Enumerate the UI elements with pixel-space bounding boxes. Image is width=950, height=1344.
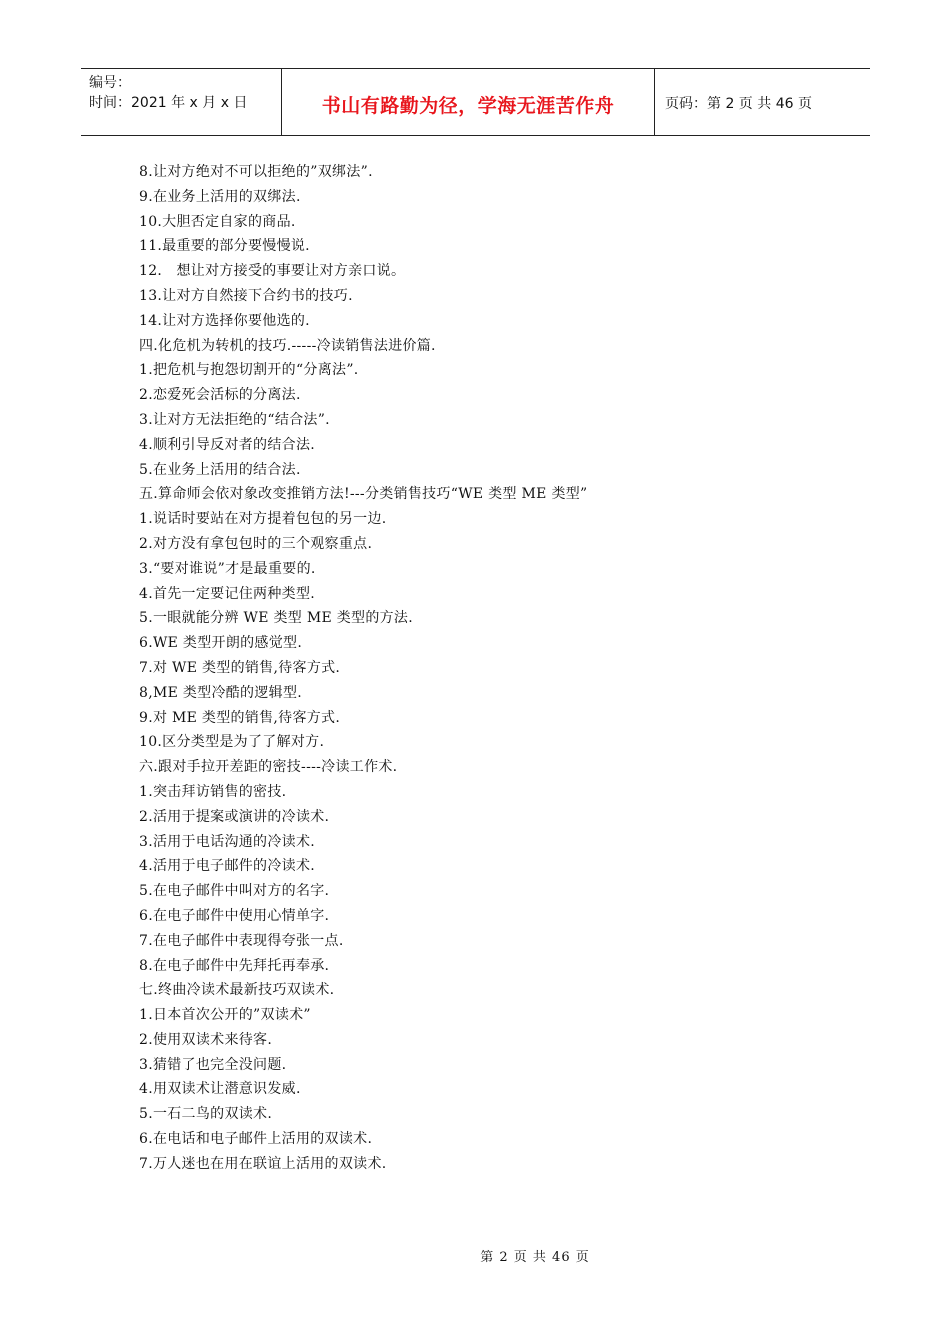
outline-line: 4.活用于电子邮件的冷读术.: [139, 858, 316, 875]
outline-line: 2.恋爱死会活标的分离法.: [139, 387, 301, 404]
outline-line: 8,ME 类型冷酷的逻辑型.: [139, 684, 303, 701]
outline-line: 7.万人迷也在用在联谊上活用的双读术.: [139, 1155, 387, 1172]
motto-text: 书山有路勤为径，学海无涯苦作舟: [321, 94, 615, 117]
outline-line: 9.在业务上活用的双绑法.: [139, 188, 301, 205]
outline-line: 3.活用于电话沟通的冷读术.: [139, 833, 316, 850]
outline-line: 2.活用于提案或演讲的冷读术.: [139, 808, 330, 825]
outline-line: 六.跟对手拉开差距的密技----冷读工作术.: [139, 759, 398, 776]
header-page-cell: [655, 69, 870, 135]
footer-page-number: 第 2 页 共 46 页: [480, 1250, 590, 1265]
outline-line: 3.“要对谁说”才是最重要的.: [139, 560, 316, 577]
outline-line: 10.大胆否定自家的商品.: [139, 213, 296, 230]
outline-line: 5.在业务上活用的结合法.: [139, 461, 301, 478]
outline-line: 11.最重要的部分要慢慢说.: [139, 238, 310, 255]
header-motto-cell: [282, 69, 655, 135]
outline-line: 14.让对方选择你要他选的.: [139, 312, 310, 329]
number-label: 编号：: [89, 75, 131, 91]
outline-line: 1.日本首次公开的”双读术”: [139, 1007, 311, 1024]
outline-line: 6.WE 类型开朗的感觉型.: [139, 635, 303, 652]
outline-line: 七.终曲冷读术最新技巧双读术.: [139, 982, 335, 999]
outline-line: 6.在电子邮件中使用心情单字.: [139, 907, 330, 924]
outline-line: 五.算命师会依对象改变推销方法!---分类销售技巧“WE 类型 ME 类型”: [139, 486, 588, 503]
outline-line: 1.突击拜访销售的密技.: [139, 783, 287, 800]
outline-line: 7.在电子邮件中表现得夸张一点.: [139, 932, 344, 949]
date-label: 时间：2021 年 x 月 x 日: [89, 95, 248, 111]
outline-line: 5.一眼就能分辨 WE 类型 ME 类型的方法.: [139, 610, 413, 627]
outline-line: 10.区分类型是为了了解对方.: [139, 734, 325, 751]
outline-line: 1.把危机与抱怨切割开的“分离法”.: [139, 362, 359, 379]
page-info: 页码：第 2 页 共 46 页: [665, 96, 812, 112]
outline-line: 8.在电子邮件中先拜托再奉承.: [139, 957, 330, 974]
outline-list: [139, 160, 859, 1177]
header-meta-cell: [81, 69, 282, 135]
outline-line: 4.顺利引导反对者的结合法.: [139, 436, 316, 453]
outline-line: 四.化危机为转机的技巧.-----冷读销售法进价篇.: [139, 337, 436, 354]
outline-line: 5.一石二鸟的双读术.: [139, 1106, 273, 1123]
page-footer: [0, 1246, 950, 1265]
outline-line: 2.对方没有拿包包时的三个观察重点.: [139, 535, 373, 552]
outline-line: 6.在电话和电子邮件上活用的双读术.: [139, 1131, 373, 1148]
outline-line: 4.首先一定要记住两种类型.: [139, 585, 316, 602]
outline-line: 4.用双读术让潜意识发威.: [139, 1081, 301, 1098]
outline-line: 5.在电子邮件中叫对方的名字.: [139, 883, 330, 900]
outline-line: 13.让对方自然接下合约书的技巧.: [139, 287, 353, 304]
document-header: [81, 68, 870, 136]
outline-line: 7.对 WE 类型的销售,待客方式.: [139, 659, 341, 676]
outline-line: 12． 想让对方接受的事要让对方亲口说。: [139, 263, 406, 280]
outline-line: 1.说话时要站在对方提着包包的另一边.: [139, 511, 387, 528]
outline-line: 9.对 ME 类型的销售,待客方式.: [139, 709, 341, 726]
outline-line: 3.让对方无法拒绝的“结合法”.: [139, 411, 330, 428]
outline-line: 2.使用双读术来待客.: [139, 1031, 273, 1048]
outline-line: 3.猜错了也完全没问题.: [139, 1056, 287, 1073]
outline-line: 8.让对方绝对不可以拒绝的”双绑法”.: [139, 164, 373, 180]
